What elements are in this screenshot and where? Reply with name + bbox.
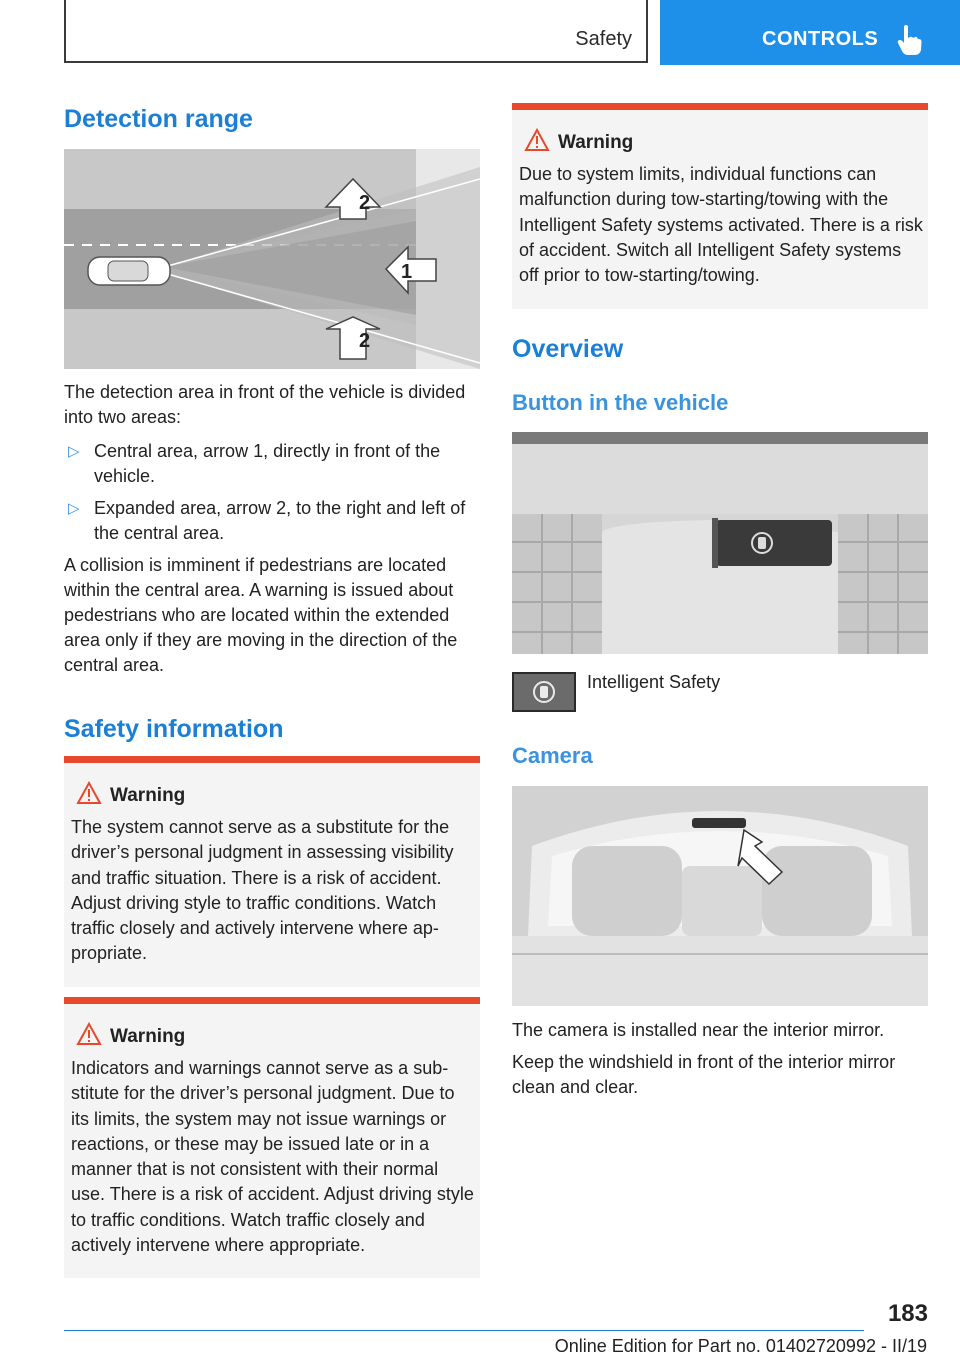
bullet-item-central	[64, 439, 480, 489]
warning-box-1	[64, 756, 480, 987]
bullet-triangle-icon: ▷	[68, 443, 80, 460]
bullet-item-expanded	[64, 496, 480, 546]
arrow-2-top-label: 2	[359, 192, 371, 214]
footer-edition: Online Edition for Part no. 01402720992 - II/19	[554, 1336, 927, 1356]
button-in-vehicle-figure	[512, 432, 928, 654]
header-chapter-title: CONTROLS	[762, 28, 879, 50]
arrow-2-bottom-label: 2	[359, 330, 371, 352]
intelligent-safety-icon	[514, 674, 574, 710]
footer-divider	[64, 1330, 864, 1331]
detection-body: A collision is imminent if pedestrians are located within the central area. A warning is issued about pedestrians who are located within the extended area only if they are moving in the direction of the central area.	[64, 555, 458, 675]
detection-range-figure	[64, 149, 480, 369]
detection-intro: The detection area in front of the vehicle is divided into two areas:	[64, 382, 466, 427]
warning-text: The system cannot serve as a substitute for the driver’s personal judgment in assessing visibility and traffic situation. There is a risk of accident. Adjust driving style to traffic conditions. Watch traffic closely and actively intervene where appropriate.	[71, 817, 454, 964]
page-number: 183	[887, 1300, 928, 1327]
bullet-triangle-icon: ▷	[68, 500, 80, 517]
warning-label: Warning	[558, 132, 634, 153]
camera-heading: Camera	[512, 743, 593, 768]
warning-triangle-icon	[524, 128, 550, 152]
warning-triangle-icon	[76, 1022, 102, 1046]
detection-range-title: Detection range	[64, 105, 253, 133]
camera-text-2: Keep the windshield in front of the interior mirror clean and clear.	[512, 1052, 896, 1097]
intelligent-safety-label: Intelligent Safety	[587, 672, 721, 692]
header-section-box	[64, 0, 648, 63]
camera-figure	[512, 786, 928, 1006]
warning-box-2	[64, 997, 480, 1278]
vehicle-shape	[88, 257, 170, 285]
bullet-text: Expanded area, arrow 2, to the right and left of the central area.	[94, 498, 466, 543]
warning-text: Due to system limits, individual functions can malfunction during tow-starting/towing with the Intelligent Safety systems activated. There is a risk of accident. Switch all Intelligent Safety systems off prior to tow-starting/towing.	[519, 164, 923, 286]
intelligent-safety-button-thumbnail	[512, 672, 576, 712]
header-section-title: Safety	[575, 28, 632, 50]
warning-triangle-icon	[76, 781, 102, 805]
overview-title: Overview	[512, 335, 624, 363]
arrow-1-label: 1	[401, 261, 413, 283]
warning-text: Indicators and warnings cannot serve as a substitute for the driver’s personal judgment. Due to its limits, the system may not issue warnings or reactions, or these may be issued late or in a manner that is not consistent with their normal use. There is a risk of accident. Adjust driving style to traffic conditions. Watch traffic closely and actively intervene where appropriate.	[71, 1058, 474, 1256]
header-chapter-tab[interactable]	[660, 0, 960, 65]
camera-text-1: The camera is installed near the interior mirror.	[512, 1020, 885, 1040]
bullet-text: Central area, arrow 1, directly in front of the vehicle.	[94, 441, 441, 486]
pointing-hand-icon	[896, 24, 922, 56]
warning-box-towing	[512, 103, 928, 309]
safety-information-title: Safety information	[64, 715, 284, 743]
button-in-vehicle-heading: Button in the vehicle	[512, 390, 729, 415]
warning-label: Warning	[110, 785, 186, 806]
warning-label: Warning	[110, 1026, 186, 1047]
